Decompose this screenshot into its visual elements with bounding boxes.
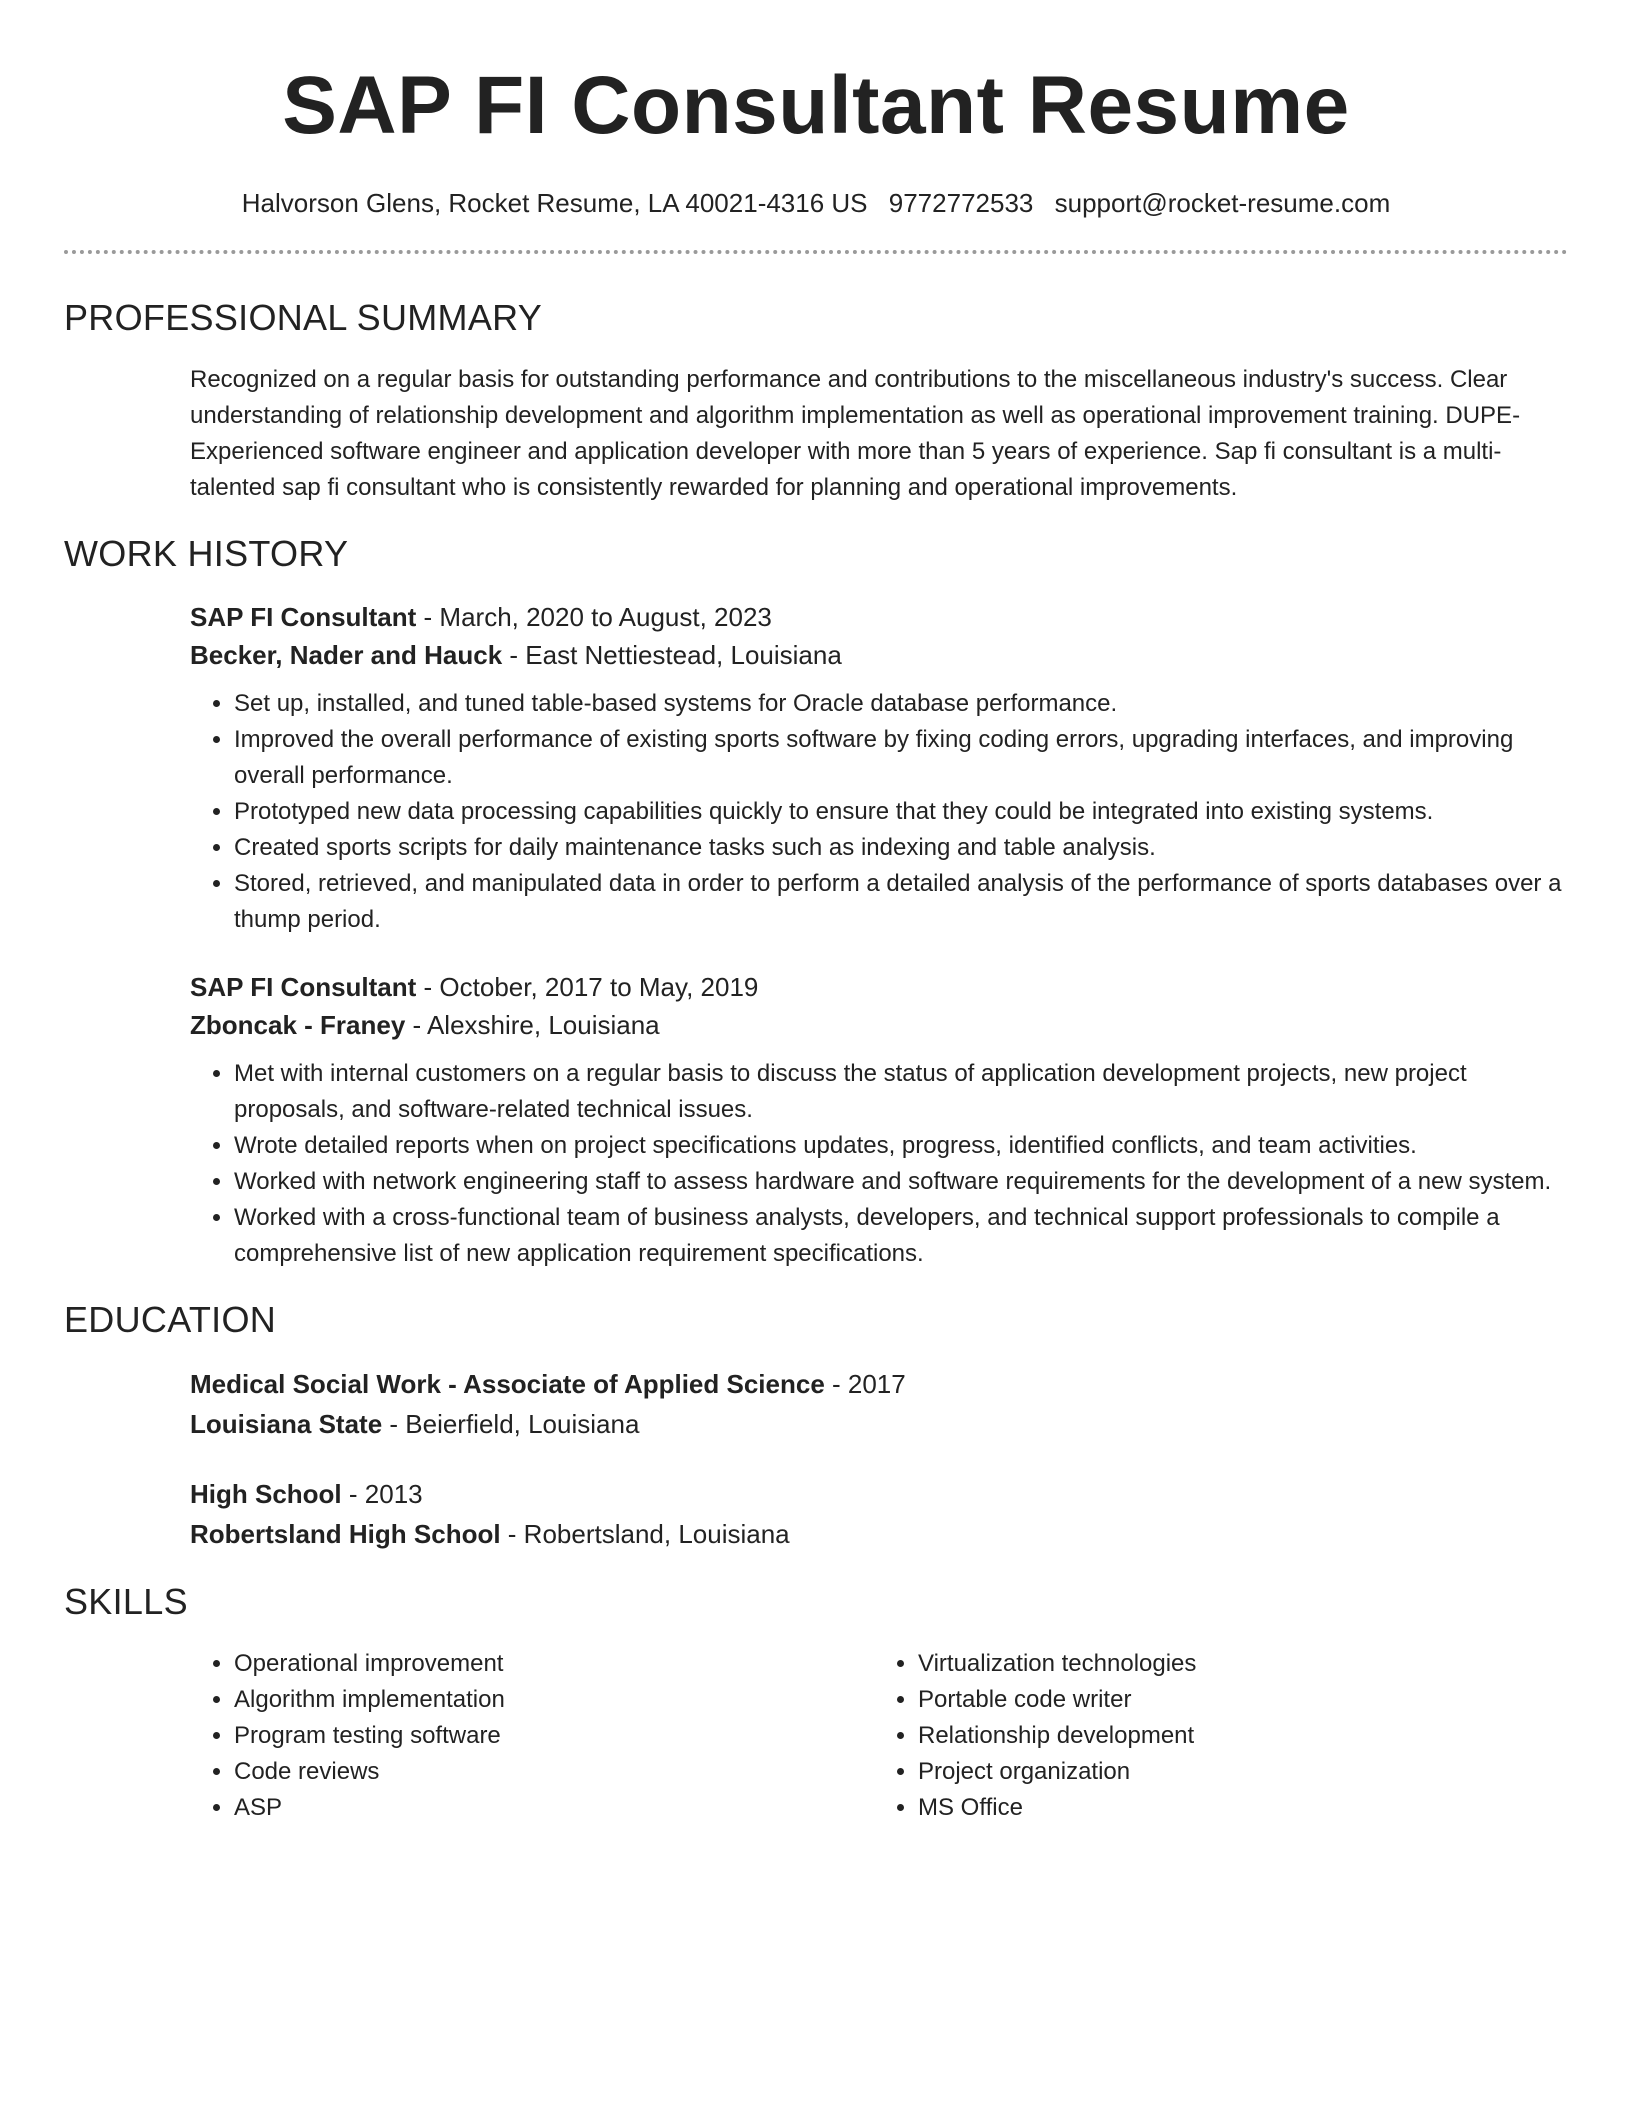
skill-item: • ASP bbox=[234, 1790, 874, 1826]
contact-email: support@rocket-resume.com bbox=[1054, 188, 1391, 218]
skill-item: • Code reviews bbox=[234, 1754, 874, 1790]
skills-columns bbox=[190, 1646, 1568, 1826]
education-location: - Robertsland, Louisiana bbox=[500, 1519, 790, 1549]
education-section bbox=[64, 1298, 1568, 1554]
skills-heading: SKILLS bbox=[64, 1581, 188, 1622]
header-divider bbox=[64, 250, 1568, 254]
work-heading: WORK HISTORY bbox=[64, 533, 349, 574]
education-school: Robertsland High School bbox=[190, 1519, 501, 1549]
job-title: SAP FI Consultant bbox=[190, 602, 417, 632]
summary-text: Recognized on a regular basis for outstanding performance and contributions to the miscellaneous industry's success. Clear understanding of relationship development and algorithm implementation as well as operational improvement training. DUPE- Experienced software engineer and application developer with more than 5 years of experience. Sap fi consultant is a multi-talented sap fi consultant who is consistently rewarded for planning and operational improvements. bbox=[190, 366, 1521, 501]
job-company: Becker, Nader and Hauck bbox=[190, 640, 503, 670]
job-entry bbox=[190, 968, 1568, 1272]
skills-list-left bbox=[190, 1646, 874, 1826]
contact-phone: 9772772533 bbox=[888, 188, 1034, 218]
skill-item: • Relationship development bbox=[918, 1718, 1558, 1754]
skills-list-right bbox=[874, 1646, 1558, 1826]
job-bullet: • Worked with a cross-functional team of business analysts, developers, and technical support professionals to compile a comprehensive list of new application requirement specifications. bbox=[234, 1200, 1568, 1272]
summary-heading: PROFESSIONAL SUMMARY bbox=[64, 297, 543, 338]
job-bullet: • Created sports scripts for daily maintenance tasks such as indexing and table analysis. bbox=[234, 830, 1568, 866]
job-location: - East Nettiestead, Louisiana bbox=[502, 640, 842, 670]
job-company-line bbox=[190, 636, 1568, 674]
job-title-line bbox=[190, 968, 1568, 1006]
job-bullets bbox=[190, 1056, 1568, 1272]
contact-address: Halvorson Glens, Rocket Resume, LA 40021-4316 US bbox=[241, 188, 868, 218]
education-school-line bbox=[190, 1514, 1568, 1554]
skill-item: • Operational improvement bbox=[234, 1646, 874, 1682]
work-section bbox=[64, 532, 1568, 1272]
education-entry bbox=[190, 1364, 1568, 1444]
skills-section bbox=[64, 1580, 1568, 1826]
education-school-line bbox=[190, 1404, 1568, 1444]
job-bullet: • Stored, retrieved, and manipulated data in order to perform a detailed analysis of the performance of sports databases over a thump period. bbox=[234, 866, 1568, 938]
education-degree: High School bbox=[190, 1479, 342, 1509]
job-company: Zboncak - Franey bbox=[190, 1010, 406, 1040]
skill-item: • Program testing software bbox=[234, 1718, 874, 1754]
job-entry bbox=[190, 598, 1568, 938]
resume-header bbox=[64, 0, 1568, 220]
education-school: Louisiana State bbox=[190, 1409, 383, 1439]
summary-section bbox=[64, 296, 1568, 506]
job-bullet: • Met with internal customers on a regular basis to discuss the status of application development projects, new project proposals, and software-related technical issues. bbox=[234, 1056, 1568, 1128]
skill-item: • Algorithm implementation bbox=[234, 1682, 874, 1718]
education-degree-line bbox=[190, 1364, 1568, 1404]
job-bullet: • Prototyped new data processing capabilities quickly to ensure that they could be integrated into existing systems. bbox=[234, 794, 1568, 830]
education-degree: Medical Social Work - Associate of Applied Science bbox=[190, 1369, 825, 1399]
job-title: SAP FI Consultant bbox=[190, 972, 417, 1002]
job-title-line bbox=[190, 598, 1568, 636]
job-location: - Alexshire, Louisiana bbox=[405, 1010, 660, 1040]
education-degree-line bbox=[190, 1474, 1568, 1514]
job-bullet: • Set up, installed, and tuned table-based systems for Oracle database performance. bbox=[234, 686, 1568, 722]
skill-item: • MS Office bbox=[918, 1790, 1558, 1826]
job-company-line bbox=[190, 1006, 1568, 1044]
job-dates: - March, 2020 to August, 2023 bbox=[416, 602, 772, 632]
skill-item: • Virtualization technologies bbox=[918, 1646, 1558, 1682]
resume-title: SAP FI Consultant Resume bbox=[282, 60, 1350, 151]
job-bullet: • Wrote detailed reports when on project specifications updates, progress, identified conflicts, and team activities. bbox=[234, 1128, 1568, 1164]
education-heading: EDUCATION bbox=[64, 1299, 277, 1340]
skill-item: • Portable code writer bbox=[918, 1682, 1558, 1718]
job-bullet: • Worked with network engineering staff to assess hardware and software requirements for the development of a new system. bbox=[234, 1164, 1568, 1200]
job-bullets bbox=[190, 686, 1568, 938]
education-entry bbox=[190, 1474, 1568, 1554]
education-year: - 2013 bbox=[341, 1479, 423, 1509]
education-year: - 2017 bbox=[824, 1369, 906, 1399]
job-dates: - October, 2017 to May, 2019 bbox=[416, 972, 759, 1002]
contact-line bbox=[64, 186, 1568, 220]
skill-item: • Project organization bbox=[918, 1754, 1558, 1790]
job-bullet: • Improved the overall performance of existing sports software by fixing coding errors, upgrading interfaces, and improving overall performance. bbox=[234, 722, 1568, 794]
education-location: - Beierfield, Louisiana bbox=[382, 1409, 640, 1439]
